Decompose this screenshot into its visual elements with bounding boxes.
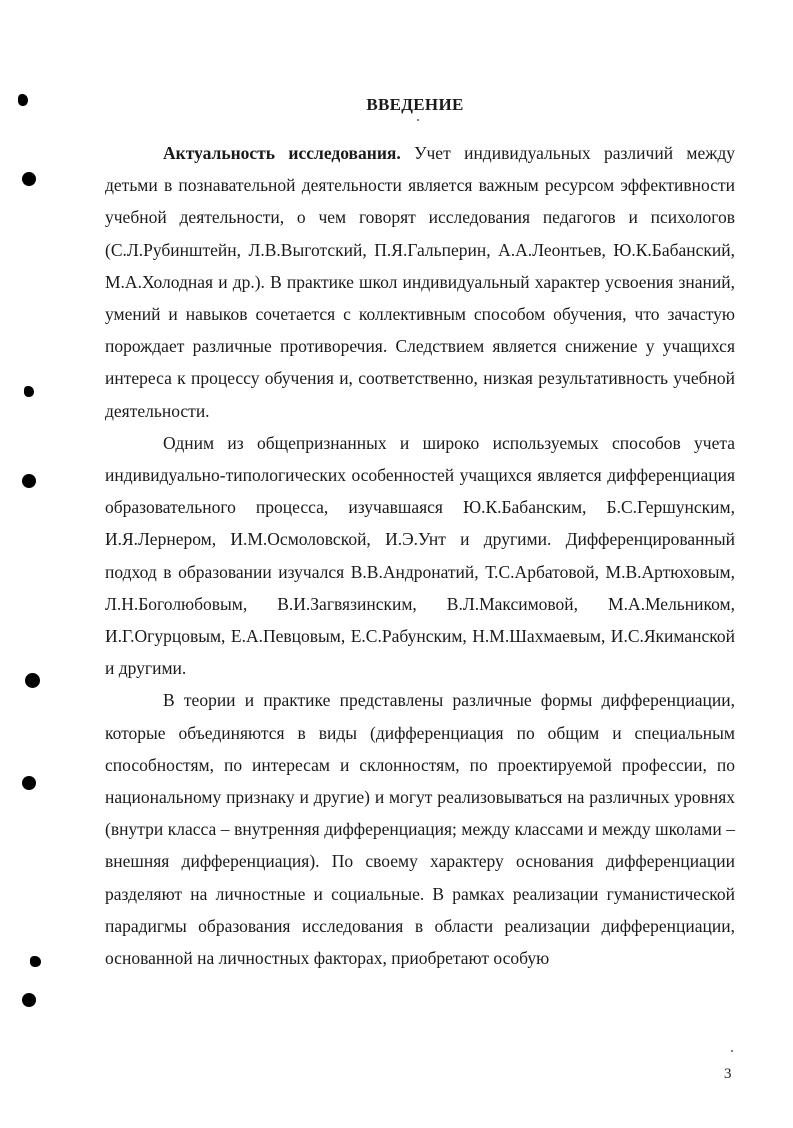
- punch-hole-mark: [22, 776, 36, 790]
- paragraph-text: Одним из общепризнанных и широко используемых способов учета индивидуально-типологических особенностей учащихся является дифференциация образовательного процесса, изучавшаяся Ю.К.Бабанским, Б.С.Гершунским, И.Я.Лернером, И.М.Осмоловской, И.Э.Унт и другими. Дифференцированный подход в образовании изучался В.В.Андронатий, Т.С.Арбатовой, М.В.Артюховым, Л.Н.Боголюбовым, В.И.Загвязинским, В.Л.Максимовой, М.А.Мельником, И.Г.Огурцовым, Е.А.Певцовым, Е.С.Рабунским, Н.М.Шахмаевым, И.С.Якиманской и другими.: [105, 432, 735, 679]
- paragraph-forms: [105, 684, 735, 974]
- page-number: 3: [724, 1066, 732, 1082]
- page-title: ВВЕДЕНИЕ: [366, 95, 464, 114]
- punch-hole-mark: [22, 993, 36, 1007]
- punch-hole-mark: [25, 673, 40, 688]
- paragraph-text: В теории и практике представлены различные формы дифференциации, которые объединяются в виды (дифференциация по общим и специальным способностям, по интересам и склонностям, по проектируемой профессии, по национальному признаку и другие) и могут реализовываться на различных уровнях (внутри класса – внутренняя дифференциация; между классами и между школами – внешняя дифференциация). По своему характеру основания дифференциации разделяют на личностные и социальные. В рамках реализации гуманистической парадигмы образования исследования в области реализации дифференциации, основанной на личностных факторах, приобретают особую: [105, 690, 735, 969]
- punch-hole-mark: [22, 474, 36, 488]
- paragraph-differentiation: [105, 427, 735, 685]
- scan-dot-mark: [731, 1050, 733, 1052]
- punch-hole-mark: [22, 172, 36, 186]
- paragraph-lead: Актуальность исследования.: [163, 143, 401, 163]
- paragraph-text: Учет индивидуальных различий между детьми в познавательной деятельности является важным ресурсом эффективности учебной деятельности, о чем говорят исследования педагогов и психологов (С.Л.Рубинштейн, Л.В.Выготский, П.Я.Гальперин, А.А.Леонтьев, Ю.К.Бабанский, М.А.Холодная и др.). В практике школ индивидуальный характер усвоения знаний, умений и навыков сочетается с коллективным способом обучения, что зачастую порождает различные противоречия. Следствием является снижение у учащихся интереса к процессу обучения и, соответственно, низкая результативность учебной деятельности.: [105, 143, 735, 421]
- body-text: [105, 137, 735, 974]
- paragraph-relevance: [105, 137, 735, 427]
- scan-dot-mark: [417, 119, 419, 121]
- scan-speck-mark: [30, 956, 41, 967]
- scan-speck-mark: [24, 386, 34, 397]
